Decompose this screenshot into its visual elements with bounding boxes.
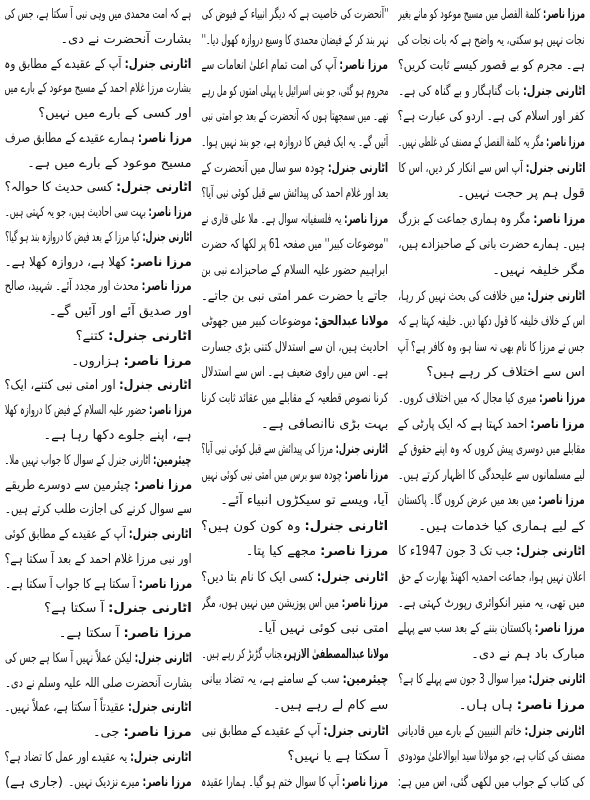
text-line [5, 648, 192, 670]
line-text: آپ کے عقیدے کے مطابق نبی [201, 723, 320, 739]
speaker-label: اٹارنی جنرل: [108, 601, 192, 617]
line-text: کفر اور اسلام کی ہے۔ اردو کی عبارت ہے؟ [398, 109, 585, 125]
line-text: خاتم النبیین کے بارے میں قادیانی [398, 723, 522, 739]
line-text: جس نے مرزا کا نام بھی نہ سنا ہو، وہ کافر ہے؟ آپ [398, 339, 585, 355]
text-line [398, 234, 585, 256]
text-line [5, 78, 192, 100]
line-text: میری کیا مجال کہ میں اختلاف کروں۔ [398, 390, 537, 406]
line-text: جی۔ [92, 725, 120, 741]
line-text: مصنف کی کتاب ہے، جو مولانا سید ابوالاعلیٰ مودودی [398, 749, 585, 765]
text-line [398, 772, 585, 794]
speaker-label: اٹارنی جنرل: [128, 527, 192, 543]
speaker-label: اٹارنی جنرل: [130, 749, 192, 765]
text-line [5, 252, 192, 274]
speaker-label: مرزا ناصر: [516, 698, 585, 714]
line-text: کی کتاب کے جواب میں لکھی گئی، اس میں ہے: [398, 774, 585, 790]
text-line [5, 227, 192, 249]
text-line [202, 4, 389, 26]
text-line [202, 490, 389, 512]
text-line [5, 598, 192, 620]
speaker-label: مرزا ناصر: [546, 134, 585, 150]
text-line [5, 697, 192, 719]
line-text: جناب گڑبڑ کر رہے ہیں۔ [201, 646, 282, 662]
text-line [202, 695, 389, 717]
speaker-label: مرزا ناصر: [137, 130, 192, 146]
text-line [398, 721, 585, 743]
line-text: بہت سی احادیث ہیں، جو یہ کہتی ہیں۔ [4, 205, 146, 221]
line-text: سے کام لے رہے ہیں۔ [272, 698, 389, 714]
line-text: امتی نبی کوئی نہیں آیا۔ [256, 621, 389, 637]
speaker-label: اٹارنی جنرل: [525, 160, 585, 176]
text-line [398, 4, 585, 26]
text-line [5, 301, 192, 323]
text-line [398, 106, 585, 128]
speaker-label: مرزا ناصر: [123, 353, 192, 369]
line-text: لیے مسلمانوں سے علیحدگی کا اظہار کرتے ہیں۔ [398, 467, 585, 483]
speaker-label: اٹارنی جنرل: [328, 160, 389, 176]
line-text: ہے۔ مجرم کو بے قصور کیسے ثابت کریں؟ [398, 58, 585, 74]
text-line [398, 439, 585, 461]
line-text: اور صدیق آئے اور آئیں گے۔ [49, 304, 192, 320]
line-text: مگر خلیفہ نہیں۔ [492, 262, 585, 278]
text-line [202, 721, 389, 743]
line-text: احادیث ہیں، ان سے استدلال کتنی بڑی جسارت [201, 339, 389, 355]
text-line [5, 722, 192, 744]
speaker-label: مرزا ناصر: [530, 416, 585, 432]
line-text: سے سوال کرنے کی اجازت طلب کرتے ہیں۔ [4, 502, 192, 518]
line-text: کیا مرزا کے بعد فیض کا دروازہ بند ہو گیا؟ [4, 229, 140, 245]
text-line [202, 772, 389, 794]
text-line [202, 260, 389, 282]
line-text: یہ فلسفیانہ سوال ہے۔ ملا علی قاری نے [201, 211, 342, 227]
text-line [202, 311, 389, 333]
text-column [202, 4, 389, 794]
line-text: اور کسی کے بارے میں نہیں؟ [38, 106, 192, 122]
speaker-label: مرزا ناصر: [534, 621, 585, 637]
line-text: بہت بڑی ناانصافی ہے۔ [261, 416, 389, 432]
line-text: قول ہم پر حجت نہیں۔ [457, 186, 585, 202]
text-line [5, 29, 192, 51]
speaker-label: مرزا ناصر: [141, 279, 192, 295]
line-text: یہ عقیدے اور عمل کا تضاد ہے؟ [4, 749, 128, 765]
line-text: ہے، اپنے جلوے دکھا رہا ہے۔ [43, 428, 192, 444]
line-text: بعد اور غلام احمد کی پیدائش سے قبل کوئی نبی آیا؟ [201, 186, 389, 202]
text-line [202, 286, 389, 308]
text-line [202, 541, 389, 563]
text-line [202, 234, 389, 256]
text-line [398, 695, 585, 717]
text-line [398, 311, 585, 333]
line-text: آئیں گے۔ یہ ایک فیض کا دروازہ ہے، جو بند نہیں ہوا۔ [201, 134, 389, 150]
text-line [5, 4, 192, 26]
line-text: مجھے کیا پتا۔ [245, 544, 317, 560]
text-line [5, 623, 192, 645]
text-column [5, 4, 192, 794]
line-text: میں تھی، یہ منیر انکوائری رپورٹ کہتی ہے۔ [398, 595, 585, 611]
line-text: آپ کے عقیدے کے مطابق وہ [4, 56, 122, 72]
text-line [5, 128, 192, 150]
line-text: حضور علیہ السلام کے فیض کا دروازہ کھلا [4, 403, 147, 419]
line-text: موضوعات کبیر میں جھوٹی [201, 314, 312, 330]
line-text: ہزاروں۔ [71, 353, 120, 369]
text-line [202, 465, 389, 487]
speaker-label: اٹارنی جنرل: [335, 442, 389, 458]
line-text: آیا، ویسے تو سیکڑوں انبیاء آئے۔ [220, 493, 389, 509]
text-line [202, 337, 389, 359]
text-line [5, 400, 192, 422]
text-line [202, 158, 389, 180]
line-text: اور امتی نبی کتنے، ایک؟ [4, 378, 116, 394]
line-text: جب تک 3 جون 1947ء کا [398, 544, 513, 560]
line-text: ہاں ہاں۔ [458, 698, 513, 714]
text-line [5, 54, 192, 76]
speaker-label: اٹارنی جنرل: [528, 672, 585, 688]
text-line [202, 593, 389, 615]
continued-note: (جاری ہے) [4, 774, 63, 790]
text-line [5, 375, 192, 397]
line-text: بشارت آنحضرت نے دی۔ [60, 31, 192, 47]
line-text: کرنا نصوص قطعیہ کے مقابلے میں عقائد ثابت کرنا [201, 390, 389, 406]
line-text: چیئرمین سے دوسرے طریقے [4, 477, 131, 493]
line-text: سب کے سامنے ہے، یہ تضاد بیانی [201, 672, 340, 688]
text-line [202, 439, 389, 461]
speaker-label: مرزا ناصر: [344, 211, 389, 227]
text-line [202, 132, 389, 154]
text-line [202, 516, 389, 538]
text-line [398, 183, 585, 205]
text-line [398, 516, 585, 538]
speaker-label: مرزا ناصر: [133, 477, 192, 493]
text-line [5, 549, 192, 571]
line-text: میں اس پوزیشن میں نہیں ہوں، مگر [201, 595, 340, 611]
speaker-label: مرزا ناصر: [142, 774, 192, 790]
text-line [202, 567, 389, 589]
speaker-label: اٹارنی جنرل: [108, 328, 192, 344]
speaker-label: چیئرمین: [153, 452, 192, 468]
text-line [398, 337, 585, 359]
text-line [5, 326, 192, 348]
line-text: آ سکتا ہے؟ [44, 601, 105, 617]
speaker-label: چیئرمین: [342, 672, 389, 688]
text-line [5, 673, 192, 695]
text-line [398, 746, 585, 768]
line-text: نہر بند کر کے فیضان محمدی کا وسیع دروازہ کھول دیا۔'' [201, 32, 389, 48]
line-text: مگر وہ ہماری جماعت کے بزرگ [398, 211, 531, 227]
text-line [5, 450, 192, 472]
line-text: ہیں۔ ہمارے حضرت بانی کے صاحبزادے ہیں، [398, 237, 585, 253]
speaker-label: مرزا ناصر: [341, 595, 389, 611]
text-line [398, 593, 585, 615]
speaker-label: مرزا ناصر: [320, 544, 389, 560]
text-line [5, 499, 192, 521]
text-line [5, 425, 192, 447]
line-text: ہے کہ امت محمدی میں وہی نبی آ سکتا ہے، جس کی [4, 7, 192, 22]
line-text: بشارت آنحضرت صلی اللہ علیہ وسلم نے دی۔ [4, 675, 192, 691]
speaker-label: مرزا ناصر: [538, 493, 585, 509]
text-line [398, 158, 585, 180]
line-text: کے لیے ہماری کیا خدمات ہیں۔ [418, 518, 585, 534]
speaker-label: اٹارنی جنرل: [317, 570, 389, 586]
text-line [398, 541, 585, 563]
speaker-label: اٹارنی جنرل: [527, 288, 585, 304]
speaker-label: اٹارنی جنرل: [134, 650, 192, 666]
speaker-label: اٹارنی جنرل: [322, 723, 389, 739]
speaker-label: مرزا ناصر: [148, 205, 192, 221]
text-line [398, 465, 585, 487]
line-text: آ سکتا ہے۔ [58, 626, 120, 642]
line-text: ہمارے عقیدے کے مطابق صرف [4, 130, 135, 146]
text-line [5, 475, 192, 497]
speaker-label: اٹارنی جنرل: [522, 83, 585, 99]
text-line [5, 202, 192, 224]
line-text: میرا سوال 3 جون سے پہلے کا ہے؟ [398, 672, 526, 688]
text-line [202, 106, 389, 128]
line-text: ''موضوعات کبیر'' میں صفحہ 61 پر لکھا کہ حضرت [201, 237, 389, 253]
line-text: میں خلافت کی بحث نہیں کر رہا، [398, 288, 525, 304]
line-text: مقابلے میں دوسری پیش کروں کہ وہ اپنے حقوق کے [398, 442, 585, 458]
speaker-label: مرزا ناصر: [129, 254, 192, 270]
line-text: میں بعد میں عرض کروں گا۔ پاکستان [398, 493, 537, 509]
speaker-label: مرزا ناصر: [123, 725, 192, 741]
text-line [5, 153, 192, 175]
text-line [202, 644, 389, 666]
text-line [202, 30, 389, 52]
text-line [202, 81, 389, 103]
text-line [398, 209, 585, 231]
text-line [5, 276, 192, 298]
speaker-label: مولانا عبدالمصطفیٰ الازہری [283, 646, 389, 662]
line-text: آپ اس سے انکار کر دیں، اس کا [398, 160, 523, 176]
line-text: پاکستان بننے کے بعد سب سے پہلے [398, 621, 532, 637]
line-text: اور نبی مرزا غلام احمد کے بعد آ سکتا ہے؟ [4, 551, 192, 567]
line-text: مسیح موعود کے بارے میں ہے۔ [27, 155, 192, 171]
text-line [5, 351, 192, 373]
text-line [398, 567, 585, 589]
line-text: عقیدتاً آ سکتا ہے، عملاً نہیں۔ [4, 700, 126, 716]
speaker-label: مرزا ناصر: [342, 774, 389, 790]
line-text: کھلا ہے، دروازہ کھلا ہے۔ [4, 254, 127, 270]
speaker-label: اٹارنی جنرل: [142, 229, 192, 245]
line-text: آپ کے عقیدے کے مطابق کوئی [4, 527, 126, 543]
line-text: اعلان نہیں ہوا، جماعت احمدیہ اکھنڈ بھارت کے حق [398, 570, 585, 586]
text-line [5, 574, 192, 596]
text-line [202, 388, 389, 410]
line-text: ہے۔ اس میں راوی ضعیف ہے۔ اس سے استدلال [201, 365, 389, 381]
text-line [202, 183, 389, 205]
text-line [5, 103, 192, 125]
line-text: کتنے؟ [75, 328, 105, 344]
line-text: آ سکتا ہے یا نہیں؟ [287, 749, 389, 765]
text-line [202, 362, 389, 384]
text-line [202, 55, 389, 77]
line-text: محروم ہو گئی، جو بنی اسرائیل یا پہلی امتوں کو مل رہے [201, 83, 389, 99]
text-column [398, 4, 585, 794]
line-text: آ سکتا ہے کا جواب آ سکتا ہے۔ [4, 576, 136, 592]
speaker-label: مولانا عبدالحق: [314, 314, 389, 330]
line-text: کسی حدیث کا حوالہ؟ [4, 180, 113, 196]
text-line [202, 209, 389, 231]
line-text: بات گناہگار و بے گناہ کی ہے۔ [398, 83, 520, 99]
line-text: کلمة الفصل میں مسیح موعود کو مانے بغیر [398, 7, 541, 22]
text-line [398, 30, 585, 52]
line-text: چودہ سو برس میں امتی نبی کوئی نہیں [201, 467, 342, 483]
line-text: مبارک باد ہم نے دی۔ [471, 646, 585, 662]
text-line [398, 388, 585, 410]
line-text: جاتے یا حضرت عمر امتی نبی بن جاتے۔ [201, 288, 389, 304]
text-line [202, 618, 389, 640]
text-line [398, 55, 585, 77]
speaker-label: اٹارنی جنرل: [116, 180, 192, 196]
text-line [5, 177, 192, 199]
speaker-label: مرزا ناصر: [533, 211, 585, 227]
line-text: کسی ایک کا نام بتا دیں؟ [201, 570, 314, 586]
line-text: ابراہیم حضور علیہ السلام کے صاحبزادے نبی بن [201, 262, 389, 278]
speaker-label: مرزا ناصر: [138, 576, 192, 592]
line-text: اٹارنی جنرل کے سوال کا جواب نہیں ملا۔ [4, 452, 151, 468]
speaker-label: اٹارنی جنرل: [304, 518, 389, 534]
text-line [202, 669, 389, 691]
text-line [398, 132, 585, 154]
speaker-label: مرزا ناصر: [339, 58, 389, 74]
speaker-label: مرزا ناصر: [123, 626, 192, 642]
speaker-label: اٹارنی جنرل: [128, 700, 192, 716]
line-text: احمد کہتا ہے کہ ایک پارٹی کے [398, 416, 528, 432]
text-line [398, 618, 585, 640]
line-text: چودہ سو سال میں آنحضرت کے [201, 160, 326, 176]
text-line [202, 746, 389, 768]
speaker-label: اٹارنی جنرل: [524, 723, 585, 739]
speaker-label: اٹارنی جنرل: [515, 544, 585, 560]
speaker-label: اٹارنی جنرل: [124, 56, 192, 72]
line-text: آپ کی امت تمام اعلیٰ انعامات سے [201, 58, 337, 74]
line-text: نجات نہیں ہو سکتی، یہ واضح ہے کہ بات نجات کی [398, 32, 585, 48]
line-text: آپ کا سوال ختم ہو گیا۔ ہمارا عقیدہ [201, 774, 340, 790]
speaker-label: مرزا ناصر: [148, 403, 192, 419]
text-line [202, 414, 389, 436]
text-line [398, 644, 585, 666]
text-line [398, 362, 585, 384]
speaker-label: مرزا ناصر: [538, 390, 585, 406]
text-line [5, 524, 192, 546]
text-line [398, 669, 585, 691]
line-text: لیکن عملاً نہیں آ سکا ہے جس کی [4, 650, 132, 666]
line-text: میرے نزدیک نہیں۔ [68, 774, 140, 790]
speaker-label: اٹارنی جنرل: [119, 378, 192, 394]
text-line [398, 490, 585, 512]
line-text: بشارت مرزا غلام احمد کے مسیح موعود کے بارے میں [4, 81, 192, 97]
speaker-label: مرزا ناصر: [344, 467, 389, 483]
line-text: ''آنحضرت کی خاصیت ہے کہ دیگر انبیاء کے فیوض کی [201, 7, 389, 22]
text-line [398, 81, 585, 103]
line-text: اس سے اختلاف کر رہے ہیں؟ [426, 365, 585, 381]
text-line [5, 747, 192, 769]
text-line [398, 414, 585, 436]
line-text: وہ کون کون ہیں؟ [201, 518, 301, 534]
text-line [398, 260, 585, 282]
line-text: محدث اور مجدد آئے۔ شہید، صالح [4, 279, 139, 295]
speaker-label: مرزا ناصر: [542, 7, 585, 22]
line-text: تھے۔ میں سمجھتا ہوں کہ آنحضرت کے بعد جو امتی نبی [201, 109, 389, 125]
text-line [398, 286, 585, 308]
line-text: مگر یہ کلمة الفصل کے مصنف کی غلطی نہیں۔ [398, 134, 545, 150]
line-text: مرزا کی پیدائش سے قبل کوئی نبی آیا؟ [201, 442, 334, 458]
line-text: اس کے خلاف خلیفہ کا قول دکھا دیں۔ خلیفہ کہتا ہے کہ [398, 314, 585, 330]
text-line [5, 772, 192, 794]
